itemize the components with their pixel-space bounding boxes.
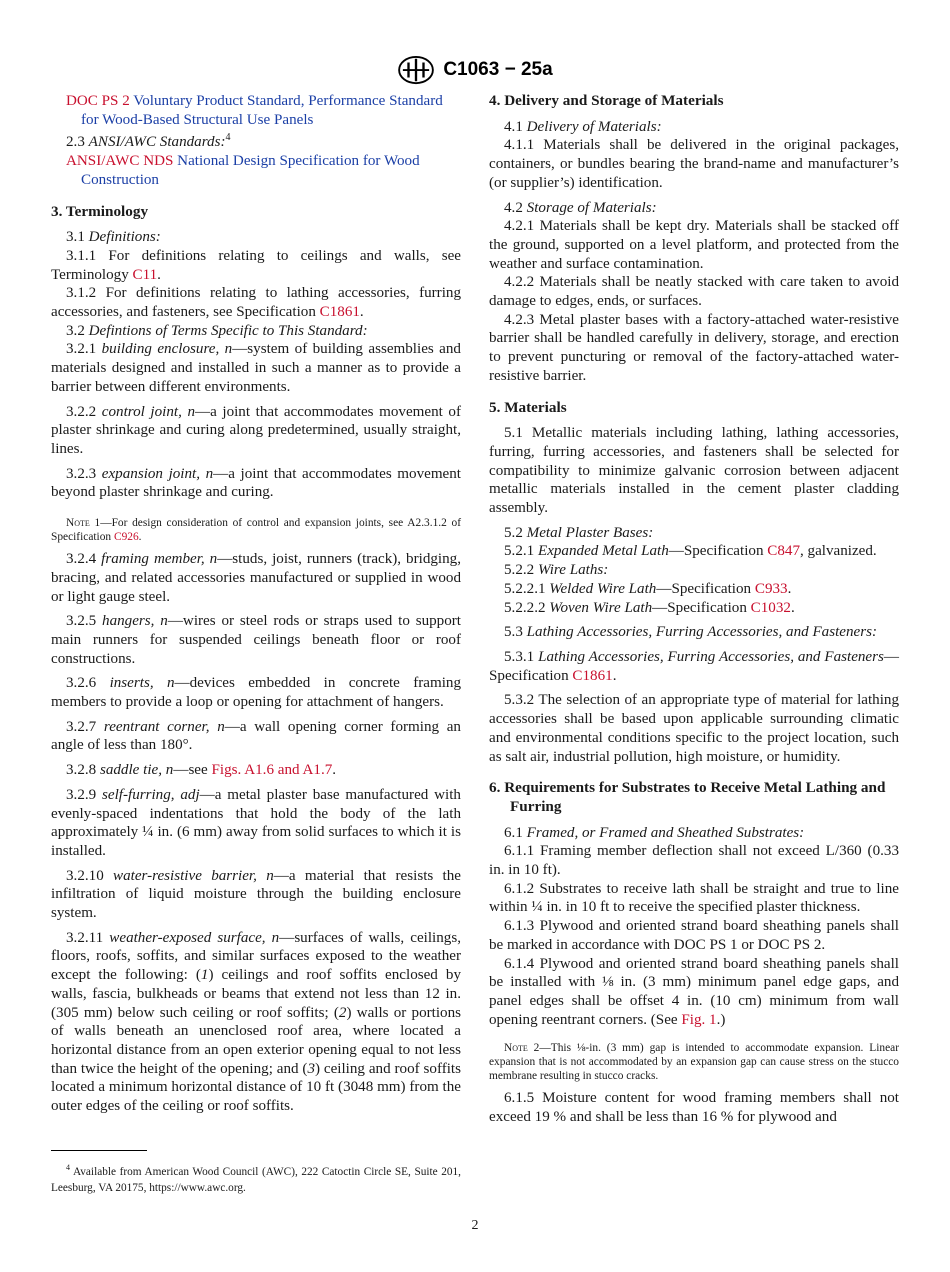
clause-number: 5.2.2.2 bbox=[504, 599, 546, 616]
term: reentrant corner, n bbox=[103, 718, 225, 735]
definition: —devices embedded in concrete framing members to provide a loop or opening for attachment of hangers. bbox=[51, 675, 461, 711]
term: weather-exposed surface, n bbox=[109, 929, 280, 946]
clause-number: 5.3 bbox=[504, 624, 523, 641]
clause-3-2-6 bbox=[51, 674, 461, 711]
footnote-text: Available from American Wood Council (AWC), 222 Catoctin Circle SE, Suite 201, Leesburg, VA 20175, https://www.awc.org. bbox=[51, 1165, 461, 1194]
clause-5-2-1 bbox=[489, 542, 899, 561]
clause-number: 3.2.3 bbox=[66, 465, 97, 482]
definition-part: ) ceiling and roof soffits located a minimum horizontal distance of 10 ft (3048 mm) from the outer edges of the ceiling or roof soffits. bbox=[51, 1060, 461, 1115]
clause-3-2-5 bbox=[51, 612, 461, 668]
section-heading-5: 5. Materials bbox=[489, 398, 567, 416]
ref-fig-1-link[interactable]: Fig. 1 bbox=[681, 1011, 717, 1028]
clause-5-3-1: 5.3.1 Lathing Accessories, Furring Accessories, and Fasteners—Specification C1861. bbox=[489, 648, 899, 684]
ref-c11-link[interactable]: C11 bbox=[132, 266, 158, 283]
clause-4-2 bbox=[489, 199, 899, 218]
clause-text: 3.1.1 For definitions relating to ceilings and walls, see Terminology bbox=[51, 247, 461, 283]
left-column bbox=[51, 92, 461, 1116]
clause-number: 5.3.1 bbox=[504, 648, 535, 665]
definition-part: —Specification bbox=[489, 648, 899, 684]
ref-c1861-link[interactable]: C1861 bbox=[319, 304, 360, 321]
definition: —a material that resists the infiltration of liquid moisture through the building enclosure system. bbox=[51, 867, 461, 922]
clause-3-2-9 bbox=[51, 786, 461, 861]
term: expansion joint, n bbox=[101, 465, 214, 482]
ref-c847-link[interactable]: C847 bbox=[767, 543, 800, 560]
term: self-furring, adj bbox=[102, 786, 200, 803]
clause-3-2-8: 3.2.8 saddle tie, n—see Figs. A1.6 and A1.7. bbox=[66, 762, 337, 779]
clause-3-2-4 bbox=[51, 550, 461, 606]
ref-figs-a1-6-link[interactable]: Figs. A1.6 and A1.7 bbox=[211, 762, 333, 779]
clause-4-2-1: 4.2.1 Materials shall be kept dry. Materials shall be stacked off the ground, supported on a level platform, and protected from the weather and surface contamination. bbox=[489, 218, 899, 272]
clause-4-1-1: 4.1.1 Materials shall be delivered in the original packages, containers, or bundles bearing the brand-name and manufacturer’s (or supplier’s) identification. bbox=[489, 137, 899, 191]
clause-text: 6.1.4 Plywood and oriented strand board sheathing panels shall be installed with ⅛ in. (3 mm) minimum panel edge gaps, and panel edges shall be offset 4 in. (10 cm) minimum from wall opening reentrant corners. (See bbox=[489, 955, 899, 1028]
note-1: Note 1—For design consideration of control and expansion joints, see A2.3.1.2 of Specification C926. bbox=[51, 517, 462, 544]
ref-title-ansi[interactable]: National Design Specification for Wood Construction bbox=[81, 153, 420, 188]
clause-3-2-7 bbox=[51, 718, 461, 755]
definition: —see bbox=[173, 762, 208, 779]
definition-part: —Specification bbox=[656, 580, 752, 597]
clause-number: 6.1 bbox=[504, 824, 523, 841]
astm-logo-icon bbox=[397, 55, 435, 85]
definition: —a joint that accommodates movement of plaster shrinkage and curing along predetermined, usually straight, lines. bbox=[51, 403, 461, 457]
clause-3-2-1 bbox=[51, 340, 461, 396]
clause-title: Framed, or Framed and Sheathed Substrates: bbox=[526, 824, 805, 841]
clause-6-1-3: 6.1.3 Plywood and oriented strand board sheathing panels shall be marked in accordance with DOC PS 1 or DOC PS 2. bbox=[489, 918, 899, 953]
definition-part: , galvanized. bbox=[800, 543, 877, 560]
ref-code-doc-ps2[interactable]: DOC PS 2 bbox=[66, 93, 130, 109]
definition: —system of building assemblies and materials designed and installed in such a manner as to provide a barrier between different environments. bbox=[51, 341, 461, 395]
clause-3-1 bbox=[51, 228, 461, 247]
note-text: —This ⅛-in. (3 mm) gap is intended to accommodate expansion. Linear expansion that is not accommodated by an expansion gap can cause stress on the stucco membrane resulting in stucco cracks. bbox=[489, 1042, 899, 1083]
clause-6-1-2: 6.1.2 Substrates to receive lath shall be straight and true to line within ¼ in. in 10 ft to receive the specified plaster thickness. bbox=[489, 880, 899, 916]
clause-number: 3.1 bbox=[66, 229, 85, 246]
list-number: 3 bbox=[307, 1060, 315, 1077]
clause-number: 3.2.11 bbox=[66, 929, 104, 946]
term: control joint, n bbox=[101, 403, 195, 420]
document-designation: C1063 − 25a bbox=[443, 59, 553, 80]
clause-5-2-2-1: 5.2.2.1 Welded Wire Lath—Specification C933. bbox=[504, 580, 792, 597]
clause-6-1-5: 6.1.5 Moisture content for wood framing members shall not exceed 19 % and shall be less than 16 % for plywood and bbox=[489, 1090, 899, 1126]
clause-number: 3.2.6 bbox=[66, 675, 97, 692]
ref-c1032-link[interactable]: C1032 bbox=[750, 599, 791, 616]
clause-title: Delivery of Materials: bbox=[526, 118, 662, 135]
note-label: Note 2 bbox=[504, 1042, 540, 1055]
definition: —wires or steel rods or straps used to support main runners for suspended ceilings beneath floor or roof constructions. bbox=[51, 613, 461, 667]
clause-5-2-2-2: 5.2.2.2 Woven Wire Lath—Specification C1032. bbox=[504, 599, 795, 616]
section-heading-6: 6. Requirements for Substrates to Receive Metal Lathing and Furring bbox=[489, 779, 886, 815]
clause-4-1 bbox=[489, 118, 899, 137]
clause-number: 5.2 bbox=[504, 524, 523, 541]
clause-5-2 bbox=[489, 524, 899, 543]
footnote-divider bbox=[51, 1150, 147, 1151]
term: Welded Wire Lath bbox=[549, 580, 657, 597]
clause-title: Metal Plaster Bases: bbox=[526, 524, 654, 541]
clause-number: 2.3 bbox=[66, 134, 85, 151]
term: hangers, n bbox=[102, 613, 168, 630]
list-number: 2 bbox=[338, 1004, 347, 1021]
clause-title: ANSI/AWC Standards: bbox=[88, 134, 226, 151]
clause-number: 3.2 bbox=[66, 322, 85, 339]
term: saddle tie, n bbox=[99, 762, 174, 779]
definition-part: —Specification bbox=[668, 543, 764, 560]
definition: —a wall opening corner forming an angle of less than 180°. bbox=[51, 718, 461, 754]
clause-number: 3.2.2 bbox=[66, 403, 97, 420]
clause-number: 5.2.2.1 bbox=[504, 580, 546, 597]
clause-5-3 bbox=[489, 623, 899, 642]
clause-number: 5.2.1 bbox=[504, 543, 535, 560]
clause-number: 3.2.9 bbox=[66, 786, 97, 803]
clause-title: Wire Laths: bbox=[537, 562, 609, 579]
clause-3-2-11 bbox=[51, 929, 461, 1116]
note-label: Note 1 bbox=[66, 517, 101, 530]
footnote-ref: 4 bbox=[225, 132, 231, 144]
clause-5-1: 5.1 Metallic materials including lathing, lathing accessories, furring, furring accessories, and fasteners shall be selected for compatibility to minimize galvanic corrosion between adjacent metallic materials installed in the cement plaster cladding assembly. bbox=[489, 425, 899, 517]
reference-doc-ps2 bbox=[51, 92, 461, 129]
clause-text: .) bbox=[716, 1011, 726, 1028]
clause-number: 4.2 bbox=[504, 199, 523, 216]
definition-part: ) walls or portions of walls beneath an unenclosed roof area, where located a horizontal distance from an open exterior opening equal to not less than twice the height of the opening; and ( bbox=[51, 1004, 462, 1077]
clause-3-2-3 bbox=[51, 465, 461, 502]
clause-number: 4.1 bbox=[504, 118, 523, 135]
clause-3-1-1: 3.1.1 For definitions relating to ceilings and walls, see Terminology C11. bbox=[51, 247, 461, 283]
clause-5-2-2 bbox=[489, 561, 899, 580]
clause-6-1-4 bbox=[489, 955, 899, 1030]
clause-title: Defintions of Terms Specific to This Standard: bbox=[88, 322, 368, 339]
term: water-resistive barrier, n bbox=[113, 867, 274, 884]
right-column bbox=[489, 92, 899, 1127]
list-number: 1 bbox=[200, 967, 209, 984]
footnote-4 bbox=[51, 1160, 461, 1196]
clause-number: 3.2.7 bbox=[66, 718, 97, 735]
clause-title: Definitions: bbox=[88, 229, 161, 246]
clause-3-2-10 bbox=[51, 867, 461, 923]
clause-number: 5.2.2 bbox=[504, 562, 535, 579]
clause-number: 3.2.8 bbox=[66, 762, 97, 779]
term: Expanded Metal Lath bbox=[537, 543, 669, 560]
clause-number: 3.2.5 bbox=[66, 613, 97, 630]
clause-3-2-2 bbox=[51, 403, 461, 459]
page-header bbox=[0, 55, 950, 85]
footnote-mark: 4 bbox=[66, 1163, 70, 1172]
clause-number: 3.2.1 bbox=[66, 341, 97, 358]
ref-c926-link[interactable]: C926 bbox=[113, 531, 139, 544]
clause-4-2-2: 4.2.2 Materials shall be neatly stacked with care taken to avoid damage to edges, ends, or surfaces. bbox=[489, 274, 899, 310]
term: framing member, n bbox=[101, 551, 218, 568]
clause-text: 3.1.2 For definitions relating to lathing accessories, furring accessories, and fasteners, see Specification bbox=[51, 285, 461, 321]
definition-part: —surfaces of walls, ceilings, floors, roofs, soffits, and similar surfaces exposed to the weather except the following: ( bbox=[51, 929, 461, 984]
definition-part: —Specification bbox=[652, 599, 747, 616]
reference-ansi-awc-nds bbox=[51, 152, 461, 189]
clause-6-1 bbox=[489, 824, 899, 843]
term: Woven Wire Lath bbox=[549, 599, 653, 616]
clause-5-3-2: 5.3.2 The selection of an appropriate type of material for lathing accessories shall be based upon applicable surrounding climatic and environmental conditions specific to the project location, such as salt air, industrial pollution, high moisture, or humidity. bbox=[489, 692, 899, 765]
ref-code-ansi[interactable]: ANSI/AWC NDS bbox=[66, 153, 174, 170]
section-heading-4: 4. Delivery and Storage of Materials bbox=[489, 92, 724, 109]
clause-title: Storage of Materials: bbox=[526, 199, 657, 216]
section-heading-3: 3. Terminology bbox=[51, 202, 149, 220]
definition: —a metal plaster base manufactured with evenly-spaced indentations that hold the body of the lath approximately ¼ in. (6 mm) away from solid surfaces to which it is installed. bbox=[51, 786, 461, 859]
note-2 bbox=[489, 1041, 899, 1083]
term: inserts, n bbox=[109, 675, 175, 692]
clause-4-2-3: 4.2.3 Metal plaster bases with a factory-attached water-resistive barrier shall be handled carefully in delivery, storage, and erection to prevent puncturing or removal of the factory-attached water-resistive barrier. bbox=[489, 311, 899, 384]
clause-number: 3.2.10 bbox=[66, 867, 104, 884]
clause-title: Lathing Accessories, Furring Accessories, and Fasteners: bbox=[526, 624, 877, 641]
note-text: —For design consideration of control and expansion joints, see A2.3.1.2 of Specification bbox=[51, 517, 462, 544]
ref-c933-link[interactable]: C933 bbox=[754, 580, 788, 597]
definition: —a joint that accommodates movement beyond plaster shrinkage and curing. bbox=[51, 465, 461, 501]
definition-part: ) ceilings and roof soffits enclosed by walls, fascia, bulkheads or beams that extend not less than 12 in. (305 mm) below such ceiling or roof soffits; ( bbox=[51, 967, 461, 1021]
term: Lathing Accessories, Furring Accessories, and Fasteners bbox=[538, 648, 884, 665]
ref-title-doc-ps2[interactable]: Voluntary Product Standard, Performance Standard for Wood-Based Structural Use Panels bbox=[81, 93, 443, 128]
page-number: 2 bbox=[471, 1218, 479, 1233]
clause-number: 3.2.4 bbox=[66, 551, 97, 568]
term: building enclosure, n bbox=[101, 341, 233, 358]
clause-3-1-2: 3.1.2 For definitions relating to lathing accessories, furring accessories, and fasteners, see Specification C1861. bbox=[51, 285, 461, 321]
definition: —studs, joist, runners (track), bridging, bracing, and related accessories manufactured or supplied in wood or light gauge steel. bbox=[51, 551, 461, 605]
clause-6-1-1: 6.1.1 Framing member deflection shall not exceed L/360 (0.33 in. in 10 ft). bbox=[489, 843, 899, 879]
clause-3-2 bbox=[51, 322, 461, 341]
subsection-2-3 bbox=[51, 129, 461, 152]
ref-c1861-link[interactable]: C1861 bbox=[572, 667, 613, 684]
